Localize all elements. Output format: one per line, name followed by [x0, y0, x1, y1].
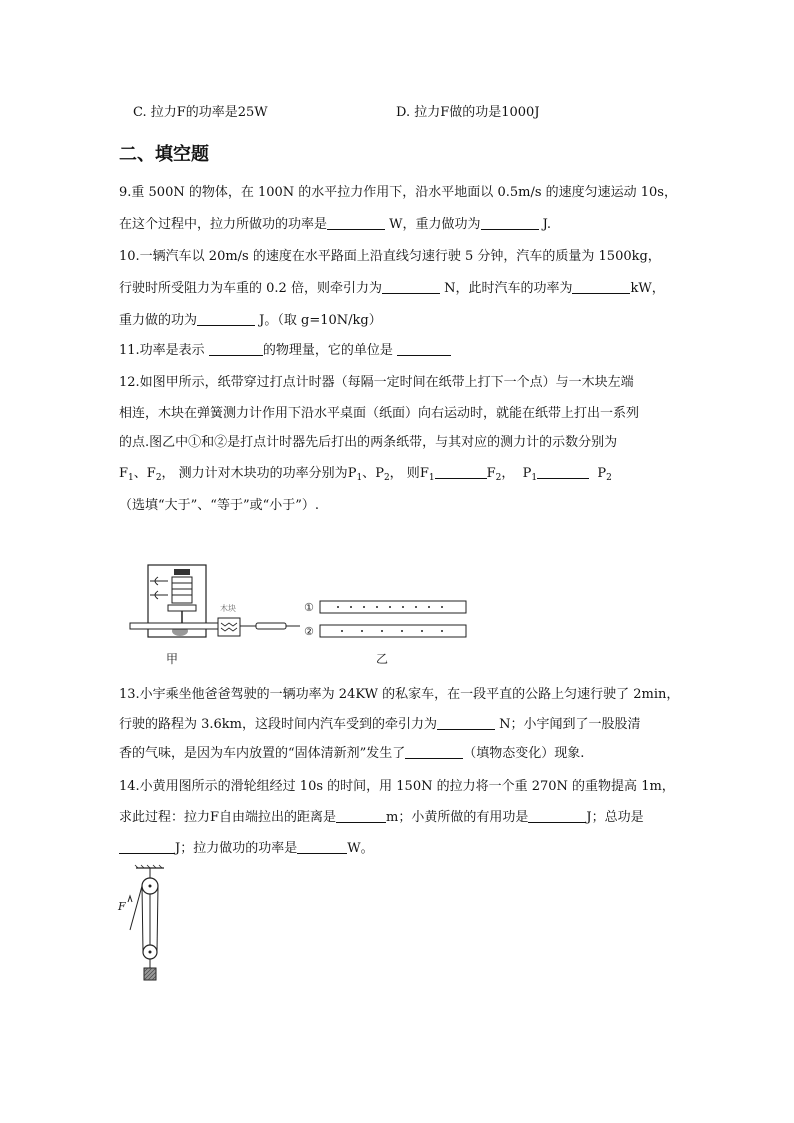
p-symbol: P — [597, 466, 607, 481]
p-symbol: P — [522, 466, 532, 481]
option-c: C. 拉力F的功率是25W — [133, 105, 268, 120]
q14-line1: 14.小黄用图所示的滑轮组经过 10s 的时间，用 150N 的拉力将一个重 270N 的重物提高 1m， — [119, 779, 675, 794]
subscript: 2 — [606, 473, 612, 483]
q12-line3: 的点.图乙中①和②是打点计时器先后打出的两条纸带，与其对应的测力计的示数分别为 — [119, 435, 618, 450]
coil — [172, 577, 192, 603]
subscript: 1 — [128, 473, 134, 483]
q10-text-a: 行驶时所受阻力为车重的 0.2 倍，则牵引力为 — [119, 281, 382, 296]
f-symbol: F — [119, 466, 129, 481]
q9-text-a: 在这个过程中，拉力所做功的功率是 — [119, 217, 328, 232]
q10-text-d: 重力做的功为 — [119, 313, 198, 328]
q10-blank-force[interactable] — [382, 280, 440, 294]
q11-blank-meaning[interactable] — [209, 342, 263, 356]
q14-blank-total-work[interactable] — [119, 840, 175, 854]
comma: ， — [501, 466, 515, 481]
subscript: 2 — [495, 473, 502, 483]
q10-text-c: kW， — [630, 281, 665, 296]
q11-text-b: 的物理量，它的单位是 — [262, 343, 397, 358]
q13-blank-force[interactable] — [437, 716, 495, 730]
coil-top — [174, 569, 190, 575]
pull-rope — [130, 886, 142, 930]
q13-text-d: （填物态变化）现象. — [463, 746, 585, 761]
option-d: D. 拉力F做的功是1000J — [396, 105, 540, 120]
ticker-timer-figure — [128, 563, 478, 671]
force-label: F — [118, 900, 126, 913]
q10-line1: 10.一辆汽车以 20m/s 的速度在水平路面上沿直线匀速行驶 5 分钟，汽车的质量为 1500kg， — [119, 249, 661, 264]
fixed-pulley-axle — [149, 885, 152, 888]
spring-scale — [256, 623, 286, 629]
q13-text-c: 香的气味，是因为车内放置的“固体清新剂”发生了 — [119, 746, 406, 761]
q14-blank-distance[interactable] — [336, 809, 386, 823]
q11-text-a: 11.功率是表示 — [119, 343, 209, 358]
q12-line4 — [119, 465, 612, 487]
q13-text-b: N；小宇闻到了一股股清 — [495, 717, 641, 732]
q10-text-b: N，此时汽车的功率为 — [439, 281, 573, 296]
separator: 、 — [133, 466, 147, 481]
figure-label-yi: 乙 — [376, 652, 389, 666]
q9-line2 — [119, 216, 551, 234]
rope — [157, 886, 158, 952]
block-label: 木块 — [220, 604, 236, 613]
f-symbol: F — [486, 466, 496, 481]
q12-text-then: ， 则 — [389, 466, 420, 481]
q12-line2: 相连，木块在弹簧测力计作用下沿水平桌面（纸面）向右运动时，就能在纸带上打出一系列 — [119, 406, 640, 421]
weight-hatch — [144, 968, 156, 980]
q14-text-c: J；总功是 — [586, 810, 644, 825]
pulley-figure — [112, 864, 172, 988]
f-symbol: F — [146, 466, 156, 481]
q12-blank-force-compare[interactable] — [435, 465, 487, 479]
paper-tape — [130, 623, 218, 629]
q13-blank-phase-change[interactable] — [405, 745, 463, 759]
subscript: 1 — [531, 473, 538, 483]
q11-blank-unit[interactable] — [397, 342, 451, 356]
section-heading: 二、填空题 — [119, 144, 209, 165]
q11-line — [119, 342, 451, 360]
q14-line2 — [119, 809, 644, 827]
timer-wires — [155, 577, 158, 599]
q14-blank-useful-work[interactable] — [528, 809, 586, 823]
subscript: 2 — [383, 473, 390, 483]
separator: 、 — [362, 466, 376, 481]
force-arrow — [128, 896, 132, 902]
q9-text-c: J. — [538, 217, 551, 232]
q12-line5: （选填“大于”、“等于”或“小于”）. — [119, 498, 320, 513]
q9-text-b: W，重力做功为 — [385, 217, 481, 232]
q14-blank-power[interactable] — [297, 840, 347, 854]
q10-line2 — [119, 280, 665, 298]
q12-blank-power-compare[interactable] — [537, 465, 589, 479]
q9-blank-work[interactable] — [481, 216, 539, 230]
p-symbol: P — [347, 466, 357, 481]
q9-blank-power[interactable] — [327, 216, 385, 230]
f-symbol: F — [419, 466, 429, 481]
tape-1 — [320, 601, 466, 613]
q13-text-a: 行驶的路程为 3.6km，这段时间内汽车受到的牵引力为 — [119, 717, 438, 732]
rope — [142, 886, 143, 952]
subscript: 1 — [428, 473, 435, 483]
tape-1-label: ① — [304, 601, 314, 614]
figure-label-jia: 甲 — [166, 652, 179, 666]
wooden-block — [218, 618, 240, 636]
q13-line2 — [119, 716, 641, 734]
movable-pulley-axle — [149, 951, 152, 954]
subscript: 1 — [356, 473, 363, 483]
tape-2-label: ② — [304, 625, 314, 638]
q14-line3 — [119, 840, 374, 858]
q10-line3 — [119, 312, 382, 330]
q10-blank-gravity-work[interactable] — [197, 312, 255, 326]
q13-line3 — [119, 745, 584, 763]
p-symbol: P — [375, 466, 384, 481]
q13-line1: 13.小宇乘坐他爸爸驾驶的一辆功率为 24KW 的私家车，在一段平直的公路上匀速行驶了 2min， — [119, 687, 680, 702]
q12-text-mid: ， 测力计对木块功的功率分别为 — [161, 466, 348, 481]
vibrator-arm — [168, 605, 196, 611]
q9-line1: 9.重 500N 的物体，在 100N 的水平拉力作用下，沿水平地面以 0.5m/s 的速度匀速运动 10s， — [119, 185, 677, 200]
subscript: 2 — [155, 473, 162, 483]
q12-line1: 12.如图甲所示，纸带穿过打点计时器（每隔一定时间在纸带上打下一个点）与一木块左端 — [119, 375, 634, 390]
q14-text-b: m；小黄所做的有用功是 — [386, 810, 529, 825]
q14-text-e: W。 — [347, 841, 374, 856]
q10-text-e: J。（取 g=10N/kg） — [255, 313, 382, 328]
q14-text-d: J；拉力做功的功率是 — [175, 841, 298, 856]
q10-blank-power[interactable] — [572, 280, 630, 294]
q14-text-a: 求此过程：拉力F自由端拉出的距离是 — [119, 810, 337, 825]
